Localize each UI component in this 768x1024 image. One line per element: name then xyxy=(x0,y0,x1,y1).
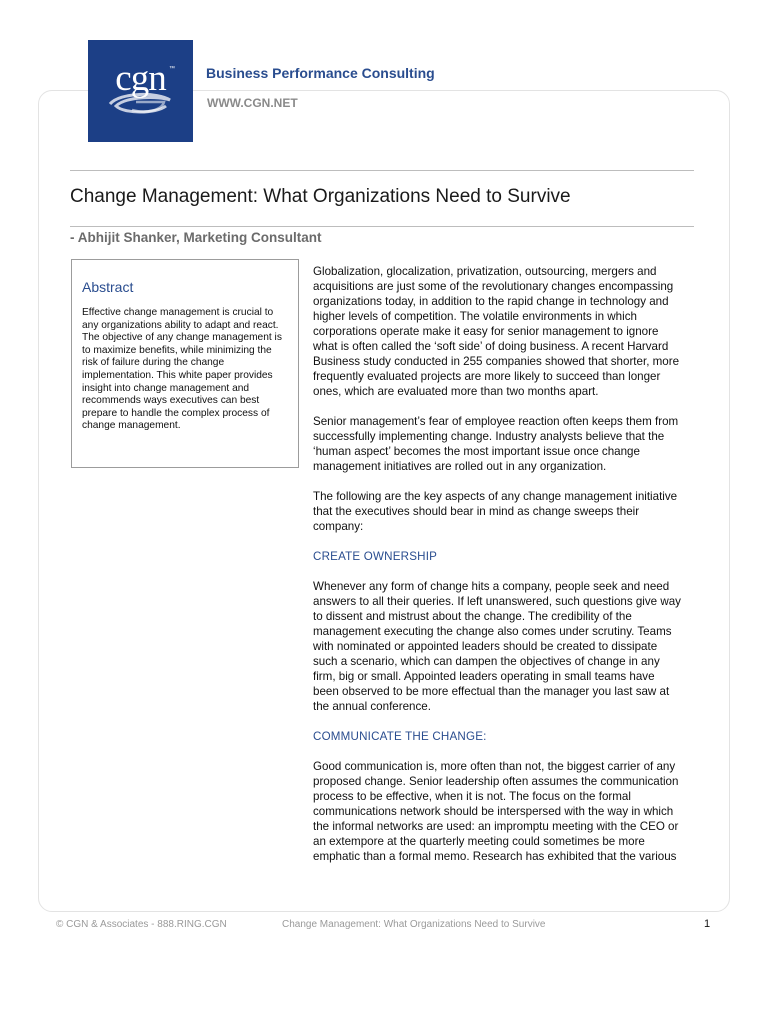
footer-copyright: © CGN & Associates - 888.RING.CGN xyxy=(56,919,227,930)
document-title: Change Management: What Organizations Need to Survive xyxy=(70,186,571,207)
document-author: - Abhijit Shanker, Marketing Consultant xyxy=(70,230,322,245)
body-paragraph: Senior management’s fear of employee reaction often keeps them from successfully implementing change. Industry analysts believe that the ‘human aspect’ becomes the most important issue once change management initiatives are rolled out in any organization. xyxy=(313,415,679,473)
title-divider xyxy=(70,226,694,227)
logo-trademark: ™ xyxy=(169,66,175,72)
cgn-logo xyxy=(88,40,193,142)
body-paragraph: Globalization, glocalization, privatization, outsourcing, mergers and acquisitions are just some of the revolutionary changes encompassing organizations today, in addition to the rapid change in technology and higher levels of competition. The volatile environments in which corporations operate make it easy for senior management to ignore what is often called the ‘soft side’ of doing business. A recent Harvard Business study conducted in 255 companies showed that shorter, more frequently evaluated projects are more likely to succeed than longer ones, which are evaluated more than two months apart. xyxy=(313,265,680,398)
page-number: 1 xyxy=(704,918,711,930)
abstract-box xyxy=(71,259,299,468)
abstract-text: Effective change management is crucial to any organizations ability to adapt and react. The objective of any change management is to maximize benefits, while minimizing the risk of failure during the change implementation. This white paper provides insight into change management and recommends ways executives can best prepare to handle the complex process of change management. xyxy=(82,307,282,432)
section-heading-communicate-change: COMMUNICATE THE CHANGE: xyxy=(313,730,487,743)
abstract-heading: Abstract xyxy=(82,279,134,295)
body-paragraph: Good communication is, more often than not, the biggest carrier of any proposed change. Senior leadership often assumes the communication process to be effective, when it is not. The focus on the formal communications network should be interspersed with the way in which the informal networks are used: an impromptu meeting with the CEO or an extempore at the quarterly meeting could sometimes be more emphatic than a formal memo. Research has exhibited that the various xyxy=(313,760,679,863)
logo-text: cgn xyxy=(115,58,166,99)
footer-doc-title: Change Management: What Organizations Need to Survive xyxy=(282,919,546,930)
logo-swoosh-icon xyxy=(106,90,176,118)
company-name: Business Performance Consulting xyxy=(206,65,435,81)
top-divider xyxy=(70,170,694,171)
body-paragraph: The following are the key aspects of any change management initiative that the executives should bear in mind as change sweeps their company: xyxy=(313,490,678,533)
website-link[interactable]: WWW.CGN.NET xyxy=(207,96,298,110)
section-heading-create-ownership: CREATE OWNERSHIP xyxy=(313,550,438,563)
body-paragraph: Whenever any form of change hits a company, people seek and need answers to all their queries. If left unanswered, such questions give way to dissent and mistrust about the change. The credibility of the management executing the change also comes under scrutiny. Teams with nominated or appointed leaders should be created to dissipate such a scenario, which can dampen the objectives of change in any firm, big or small. Appointed leaders operating in small teams have been observed to be more effectual than the manager you last saw at the annual conference. xyxy=(313,580,681,713)
body-column xyxy=(313,264,681,879)
